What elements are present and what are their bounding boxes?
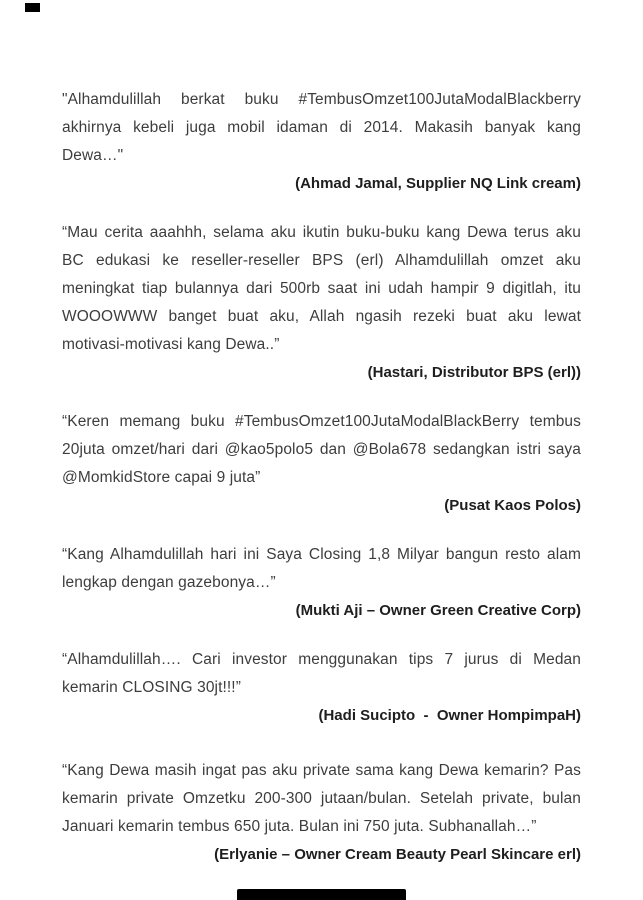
testimonial-quote: “Kang Alhamdulillah hari ini Saya Closing 1,8 Milyar bangun resto alam lengkap dengan gazebonya…” bbox=[62, 546, 581, 591]
testimonial-quote: “Keren memang buku #TembusOmzet100JutaModalBlackBerry tembus 20juta omzet/hari dari @kao5polo5 dan @Bola678 sedangkan istri saya @MomkidStore capai 9 juta” bbox=[62, 413, 581, 486]
testimonial bbox=[62, 646, 581, 730]
testimonial-quote: "Alhamdulillah berkat buku #TembusOmzet100JutaModalBlackberry akhirnya kebeli juga mobil idaman di 2014. Makasih banyak kang Dewa…" bbox=[62, 91, 581, 164]
testimonial-quote: “Kang Dewa masih ingat pas aku private sama kang Dewa kemarin? Pas kemarin private Omzetku 200-300 jutaan/bulan. Setelah private, bulan Januari kemarin tembus 650 juta. Bulan ini 750 juta. Subhanallah…” bbox=[62, 762, 581, 835]
page-edge-artifact bbox=[25, 3, 40, 12]
testimonial bbox=[62, 219, 581, 387]
testimonial bbox=[62, 541, 581, 625]
testimonial-attribution: (Erlyanie – Owner Cream Beauty Pearl Skincare erl) bbox=[214, 846, 581, 863]
testimonial-attribution: (Hadi Sucipto - Owner HompimpaH) bbox=[318, 707, 581, 724]
testimonial-quote: “Mau cerita aaahhh, selama aku ikutin buku-buku kang Dewa terus aku BC edukasi ke reseller-reseller BPS (erl) Alhamdulillah omzet aku meningkat tiap bulannya dari 500rb saat ini udah hampir 9 digitlah, itu WOOOWWW banget buat aku, Allah ngasih rezeki buat aku lewat motivasi-motivasi kang Dewa..” bbox=[62, 224, 581, 353]
home-indicator-bar[interactable] bbox=[237, 889, 406, 900]
testimonial-attribution: (Ahmad Jamal, Supplier NQ Link cream) bbox=[295, 175, 581, 192]
testimonial bbox=[62, 408, 581, 520]
testimonial-attribution: (Hastari, Distributor BPS (erl)) bbox=[367, 364, 581, 381]
testimonial bbox=[62, 757, 581, 869]
testimonial-attribution: (Mukti Aji – Owner Green Creative Corp) bbox=[295, 602, 581, 619]
testimonial-attribution: (Pusat Kaos Polos) bbox=[444, 497, 581, 514]
testimonial bbox=[62, 86, 581, 198]
testimonials-section bbox=[62, 86, 581, 896]
testimonial-quote: “Alhamdulillah…. Cari investor menggunakan tips 7 jurus di Medan kemarin CLOSING 30jt!!!” bbox=[62, 651, 581, 696]
